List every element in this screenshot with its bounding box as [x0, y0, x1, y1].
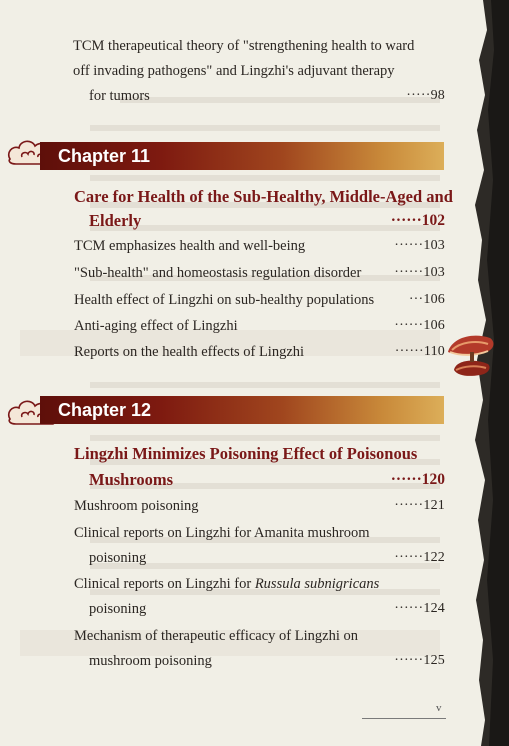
toc-section-lingzhi-poisoning-cont[interactable]	[0, 467, 509, 493]
toc-entry-title: poisoning	[89, 550, 147, 566]
toc-entry[interactable]	[0, 624, 509, 648]
toc-page-number: ······103	[394, 238, 445, 253]
toc-entry-title	[74, 572, 379, 596]
toc-entry-title: Mechanism of therapeutic efficacy of Lingzhi on	[74, 628, 358, 644]
toc-page-number: ······122	[394, 550, 445, 565]
toc-page-number: ······124	[394, 601, 445, 616]
toc-section-care-health[interactable]	[0, 184, 509, 210]
toc-entry-title: mushroom poisoning	[89, 653, 212, 669]
toc-entry[interactable]	[0, 572, 509, 596]
toc-entry-title: Reports on the health effects of Lingzhi	[74, 344, 305, 360]
section-title-line: Care for Health of the Sub-Healthy, Middle-Aged and	[74, 187, 453, 206]
toc-entry[interactable]	[0, 234, 509, 258]
toc-page-number: ······121	[394, 498, 445, 513]
toc-entry[interactable]	[0, 494, 509, 518]
chapter-12-header	[40, 396, 444, 424]
toc-entry-title: "Sub-health" and homeostasis regulation disorder	[74, 265, 362, 281]
toc-entry-cont[interactable]	[0, 649, 509, 673]
toc-entry-title: Health effect of Lingzhi on sub-healthy populations	[74, 292, 375, 308]
toc-section-care-health-cont[interactable]	[0, 208, 509, 234]
toc-page-number: ······125	[394, 653, 445, 668]
species-name: Russula subnigricans	[254, 576, 380, 592]
toc-page-number: ······106	[394, 318, 445, 333]
footer-rule	[362, 718, 446, 719]
toc-page-number: ······110	[394, 344, 445, 359]
section-title-line: Mushrooms	[89, 470, 174, 489]
toc-entry-title: Anti-aging effect of Lingzhi	[74, 318, 238, 334]
toc-entry-tcm-tumors[interactable]	[0, 34, 509, 58]
page-numeral: v	[436, 702, 442, 714]
toc-page-number: ···106	[408, 292, 445, 307]
toc-entry[interactable]	[0, 314, 509, 338]
section-page-number: ······102	[390, 212, 445, 229]
toc-entry-line: for tumors	[89, 88, 150, 104]
chapter-label: Chapter 12	[58, 400, 152, 420]
toc-section-lingzhi-poisoning[interactable]	[0, 441, 509, 467]
toc-entry-tcm-tumors-cont[interactable]	[0, 59, 509, 83]
toc-entry-title: poisoning	[89, 601, 147, 617]
toc-entry-cont[interactable]	[0, 597, 509, 621]
toc-entry[interactable]	[0, 340, 509, 364]
toc-entry-line: off invading pathogens" and Lingzhi's adjuvant therapy	[73, 63, 395, 79]
section-title-line: Elderly	[89, 211, 142, 230]
toc-entry-tcm-tumors-end[interactable]	[0, 84, 509, 108]
toc-entry-cont[interactable]	[0, 546, 509, 570]
toc-entry-line: TCM therapeutical theory of "strengthening health to ward	[73, 38, 415, 54]
toc-entry[interactable]	[0, 261, 509, 285]
toc-entry-title: Mushroom poisoning	[74, 498, 199, 514]
toc-entry-title: Clinical reports on Lingzhi for Amanita mushroom	[74, 525, 370, 541]
toc-entry[interactable]	[0, 288, 509, 312]
chapter-11-header	[40, 142, 444, 170]
toc-entry-title: TCM emphasizes health and well-being	[74, 238, 306, 254]
toc-entry-text: Clinical reports on Lingzhi for	[74, 576, 255, 592]
toc-entry[interactable]	[0, 521, 509, 545]
toc-page-number: ······103	[394, 265, 445, 280]
chapter-label: Chapter 11	[58, 146, 151, 166]
section-page-number: ······120	[390, 471, 445, 488]
toc-page-number: ·····98	[406, 88, 445, 103]
section-title-line: Lingzhi Minimizes Poisoning Effect of Poisonous	[74, 444, 418, 463]
lingzhi-mushroom-icon	[446, 330, 496, 388]
